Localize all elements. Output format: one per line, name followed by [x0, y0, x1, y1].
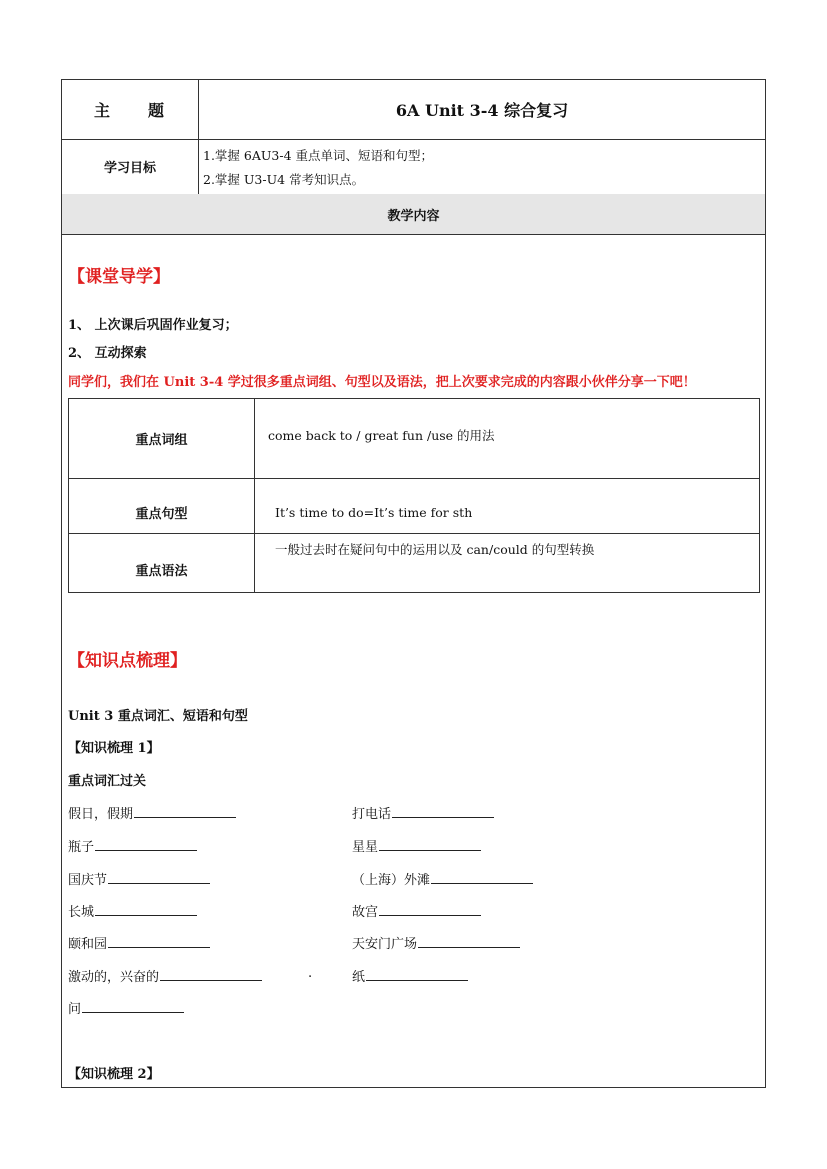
answer-blank[interactable]: [379, 836, 481, 851]
vocab-item: （上海）外滩: [352, 869, 533, 888]
vocab-item: 激动的，兴奋的: [68, 966, 262, 985]
vocab-item: 问: [68, 998, 184, 1017]
vocab-item: 纸: [352, 966, 468, 985]
classroom-item-2: 2、 互动探索: [68, 346, 147, 361]
vocab-item: 瓶子: [68, 836, 197, 855]
vocab-item: 颐和园: [68, 933, 210, 952]
answer-blank[interactable]: [366, 966, 468, 981]
goal-label: 学习目标: [103, 161, 156, 176]
unit-title: Unit 3 重点词汇、短语和句型: [68, 709, 248, 724]
table-label-sentences: 重点句型: [135, 506, 188, 522]
answer-blank[interactable]: [134, 803, 236, 818]
answer-blank[interactable]: [392, 803, 494, 818]
table-value-sentences: It’s time to do=It’s time for sth: [275, 505, 473, 520]
vocab-item: 故宫: [352, 901, 481, 920]
answer-blank[interactable]: [95, 836, 197, 851]
key-points-table: [68, 398, 760, 593]
classroom-item-1: 1、 上次课后巩固作业复习；: [68, 318, 238, 333]
classroom-heading: 【课堂导学】: [68, 267, 170, 287]
table-label-phrases: 重点词组: [135, 433, 188, 448]
topic-label: 主 题: [93, 101, 166, 120]
goal-lines: [203, 144, 433, 192]
vocab-item: 打电话: [352, 803, 494, 822]
table-divider: [254, 399, 255, 592]
vocab-item: 国庆节: [68, 869, 210, 888]
answer-blank[interactable]: [108, 933, 210, 948]
table-value-phrases: come back to / great fun /use 的用法: [268, 428, 495, 443]
vocab-item: 星星: [352, 836, 481, 855]
knowledge-heading: 【知识点梳理】: [68, 651, 187, 671]
vocab-item: 长城: [68, 901, 197, 920]
answer-blank[interactable]: [379, 901, 481, 916]
answer-blank[interactable]: [82, 998, 184, 1013]
stray-dot: .: [308, 966, 313, 981]
answer-blank[interactable]: [95, 901, 197, 916]
answer-blank[interactable]: [108, 869, 210, 884]
answer-blank[interactable]: [418, 933, 520, 948]
table-value-grammar: 一般过去时在疑问句中的运用以及 can/could 的句型转换: [275, 542, 595, 557]
knowledge-sub-1: 【知识梳理 1】: [68, 741, 160, 756]
vocab-item: 天安门广场: [352, 933, 520, 952]
goal-line: 2.掌握 U3-U4 常考知识点。: [203, 172, 365, 187]
table-label-grammar: 重点语法: [135, 563, 188, 579]
teaching-content-label: 教学内容: [387, 208, 440, 224]
answer-blank[interactable]: [160, 966, 262, 981]
vocab-item: 假日，假期: [68, 803, 236, 822]
answer-blank[interactable]: [431, 869, 533, 884]
classroom-prompt: 同学们，我们在 Unit 3-4 学过很多重点词组、句型以及语法，把上次要求完成的内容跟小伙伴分享一下吧！: [68, 375, 696, 390]
topic-title: 6A Unit 3-4 综合复习: [395, 101, 569, 120]
vocab-title: 重点词汇过关: [68, 774, 147, 789]
goal-line: 1.掌握 6AU3-4 重点单词、短语和句型；: [203, 148, 434, 163]
knowledge-sub-2: 【知识梳理 2】: [68, 1067, 160, 1082]
